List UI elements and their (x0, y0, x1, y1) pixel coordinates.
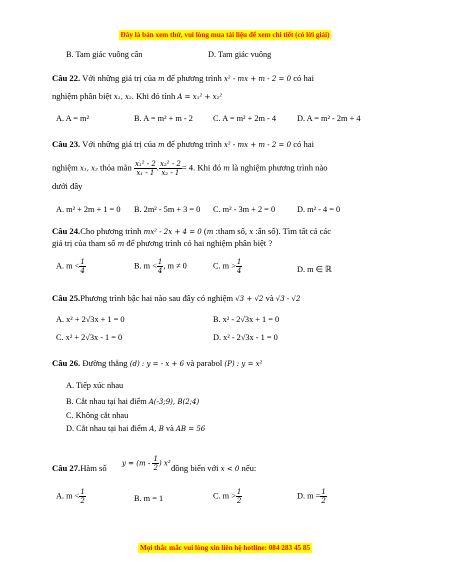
q21-option-b: B. Tam giác vuông cân (66, 50, 143, 59)
q26-option-b: B. Cắt nhau tại hai điểm A(-3;9), B(2;4) (66, 397, 200, 406)
header-banner (0, 24, 450, 42)
q25-option-d: D. x² - 2√3x - 1 = 0 (213, 333, 278, 342)
q27-option-d: D. m = $\frac{1}{2}$ (297, 488, 326, 505)
q23-option-b: B. 2m² - 5m + 3 = 0 (134, 205, 201, 214)
q25-option-b: B. x² - 2√3x + 1 = 0 (213, 315, 280, 324)
q23-line3: dưới đây (52, 181, 83, 191)
q22-target-expression: A = x₁² + x₂² (177, 93, 223, 101)
q21-option-d: D. Tam giác vuông (208, 50, 272, 59)
footer-banner (0, 537, 450, 555)
q23-option-a: A. m² + 2m + 1 = 0 (56, 205, 121, 214)
q22-equation: x² - mx + m - 2 = 0 (223, 75, 292, 83)
q24-option-b: B. m < $\frac{1}{4}$ , m ≠ 0 (134, 258, 187, 275)
q25-line1: Câu 25.Phương trình bậc hai nào sau đây có nghiệm √3 + √2 và √3 - √2 (52, 293, 301, 303)
q22-option-b: B. A = m² + m - 2 (134, 114, 193, 123)
q24-option-c: C. m > $\frac{1}{4}$ (213, 258, 242, 275)
q22-option-a: A. A = m² (56, 114, 89, 123)
q25-root-2: √3 - √2 (275, 295, 301, 303)
q27-option-a: A. m < $\frac{1}{2}$ (56, 488, 85, 505)
q22-option-d: D. A = m² - 2m + 4 (297, 114, 361, 123)
q24-number: Câu 24. (52, 226, 81, 236)
q26-option-a: A. Tiếp xúc nhau (66, 381, 124, 390)
q24-equation: mx² - 2x + 4 = 0 (143, 228, 202, 236)
q26-option-c: C. Không cắt nhau (66, 411, 129, 420)
q23-fraction-1: $\frac{\text{x₁² - 2}}{\text{x₁ - 1}}$ (134, 160, 156, 177)
q25-root-1: √3 + √2 (235, 295, 264, 303)
q27-option-c: C. m > $\frac{1}{2}$ (213, 488, 242, 505)
q23-option-c: C. m² - 3m + 2 = 0 (213, 205, 276, 214)
q23-fraction-2: $\frac{\text{x₂² - 2}}{\text{x₂ - 1}}$ (159, 160, 181, 177)
q24-line1: Câu 24.Cho phương trình mx² - 2x + 4 = 0 (m :tham số, x :ẩn số). Tìm tất cả các (52, 226, 332, 236)
q24-option-a: A. m < $\frac{1}{4}$ (56, 258, 85, 275)
q27-number: Câu 27. (52, 463, 81, 473)
q26-line1: Câu 26. Đường thẳng (d) : y = - x + 6 và parabol (P) : y = x² (52, 358, 263, 368)
q25-option-c: C. x² + 2√3x - 1 = 0 (56, 333, 123, 342)
q26-line-equation: (d) : y = - x + 6 (129, 360, 185, 368)
q26-number: Câu 26. (52, 358, 81, 368)
q22-line1: Câu 22. Với những giá trị của m để phương trình x² - mx + m - 2 = 0 có hai (52, 73, 315, 83)
q24-option-d: D. m ∈ ℝ (297, 265, 332, 274)
q27-line1: Câu 27.Hàm số đồng biến với x < 0 nếu: (52, 463, 257, 473)
q23-line1: Câu 23. Với những giá trị của m để phương trình x² - mx + m - 2 = 0 có hai (52, 139, 315, 149)
header-banner-text: Đây là bản xem thử, vui lòng mua tài liệu để xem chi tiết (có lời giải) (120, 31, 330, 39)
q25-number: Câu 25. (52, 293, 81, 303)
q23-line2: nghiệm x₁, x₂ thỏa mãn $\frac{\text{x₁² - 2}}{\text{x₁ - 1}}$ . $\frac{\text{x₂² - 2}}{\text{x₂ - 1}}$ = 4. Khi đó m là nghiệm phương trình nào (52, 160, 328, 177)
q26-option-d: D. Cắt nhau tại hai điểm A, B và AB = 56 (66, 424, 206, 433)
q23-option-d: D. m² - 4 = 0 (297, 205, 341, 214)
q22-option-c: C. A = m² + 2m - 4 (213, 114, 277, 123)
footer-banner-text: Mọi thắc mắc vui lòng xin liên hệ hotline: 084 283 45 85 (139, 544, 311, 552)
q25-option-a: A. x² + 2√3x + 1 = 0 (56, 315, 125, 324)
q24-line2: giá trị của tham số m để phương trình có hai nghiệm phân biệt ? (52, 238, 273, 248)
q23-number: Câu 23. (52, 139, 81, 149)
q27-function: y = (m - $\frac{1}{2}$ ) x² (122, 455, 171, 472)
q26-parabola-equation: (P) : y = x² (224, 360, 263, 368)
q22-number: Câu 22. (52, 73, 81, 83)
q27-option-b: B. m = 1 (134, 494, 164, 503)
q23-equation: x² - mx + m - 2 = 0 (223, 141, 292, 149)
q22-line2: nghiệm phân biệt x₁, x₂. Khi đó tính A = x₁² + x₂² (52, 91, 223, 101)
